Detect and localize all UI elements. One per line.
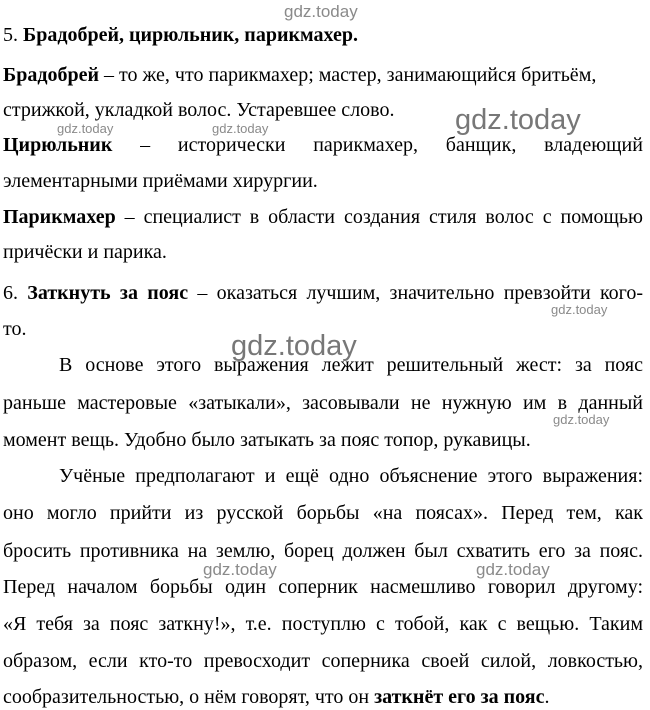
watermark: gdz.today [203,560,277,579]
paragraph-line: В основе этого выражения лежит решительный жест: за пояс [59,354,643,376]
definition-parikmakher: Парикмахер – специалист в области создания стиля волос с помощью [3,206,643,228]
item5-heading: 5. Брадобрей, цирюльник, парикмахер. [3,24,358,46]
paragraph-line: оно могло прийти из русской борьбы «на поясах». Перед тем, как [3,502,643,524]
paragraph-line: Учёные предполагают и ещё одно объяснение этого выражения: [59,465,643,487]
paragraph-line: образом, если кто-то превосходит соперника своей силой, ловкостью, [3,650,643,672]
paragraph-line: момент вещь. Удобно было затыкать за пояс топор, рукавицы. [3,429,531,451]
item6-heading-cont: то. [3,318,27,340]
definition-bradobrey-cont: стрижкой, укладкой волос. Устаревшее слово. [3,99,395,121]
watermark: gdz.today [551,302,608,317]
watermark: gdz.today [212,121,269,136]
paragraph-last-line: сообразительностью, о нём говорят, что он заткнёт его за пояс. [3,686,550,708]
paragraph-line: раньше мастеровые «затыкали», засовывали не нужную им в данный [3,392,643,414]
watermark: gdz.today [476,560,550,579]
watermark: gdz.today [455,104,581,136]
watermark: gdz.today [284,2,358,21]
definition-tsiryulnik: Цирюльник – исторически парикмахер, банщик, владеющий [3,134,643,156]
definition-bradobrey: Брадобрей – то же, что парикмахер; мастер, занимающийся бритьём, [3,64,597,86]
paragraph-line: «Я тебя за пояс заткну!», т.е. поступлю с тобой, как с вещью. Таким [3,613,643,635]
item6-heading: 6. Заткнуть за пояс – оказаться лучшим, значительно превзойти кого- [3,282,644,304]
definition-tsiryulnik-cont: элементарными приёмами хирургии. [3,170,318,192]
watermark: gdz.today [57,121,114,136]
definition-parikmakher-cont: причёски и парика. [3,241,167,263]
watermark: gdz.today [553,412,610,427]
watermark: gdz.today [231,330,357,362]
paragraph-line: бросить противника на землю, борец должен был схватить его за пояс. [3,540,643,562]
paragraph-line: Перед началом борьбы один соперник насмешливо говорил другому: [3,576,643,598]
